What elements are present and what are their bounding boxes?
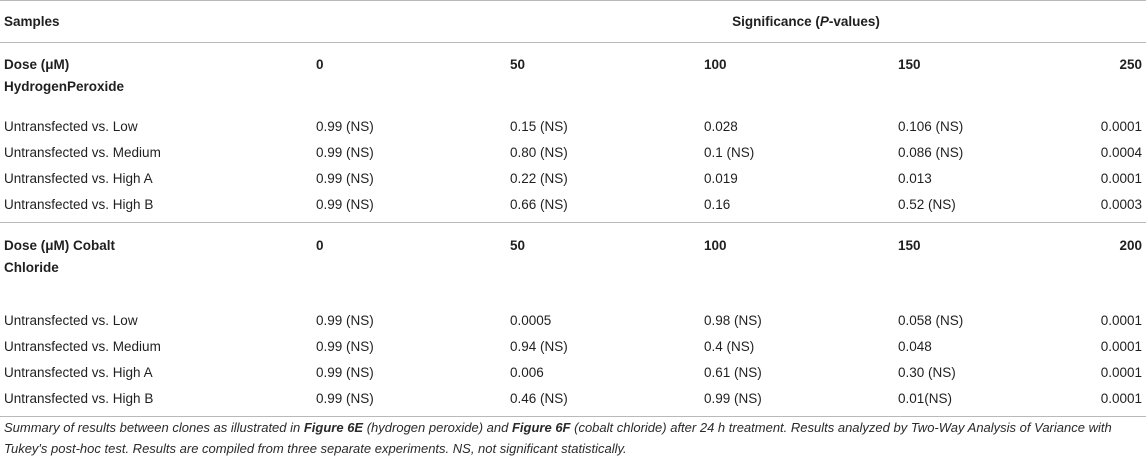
table-row	[0, 386, 1146, 417]
p-value-cell: 0.22 (NS)	[510, 170, 568, 186]
dose-header-row-hydrogen-peroxide	[0, 43, 1146, 114]
comparison-label: Untransfected vs. Low	[4, 313, 138, 328]
table-row	[0, 360, 1146, 386]
p-value-cell: 0.01(NS)	[898, 386, 1074, 417]
p-value-cell: 0.0003	[1100, 196, 1143, 212]
table-header-row	[0, 1, 1146, 43]
p-value-cell: 0.106 (NS)	[898, 118, 964, 134]
p-value-cell: 0.019	[704, 170, 738, 186]
dose-value: 150	[898, 57, 921, 72]
dose-value: 150	[898, 222, 1074, 308]
table-row	[0, 334, 1146, 360]
table-caption: Summary of results between clones as illustrated in Figure 6E (hydrogen peroxide) and Figure 6F (cobalt chloride) after 24 h treatment. Results analyzed by Two-Way Analysis of Variance with Tukey's post-hoc test. Results are compiled from three separate experiments. NS, not significant statistically.	[4, 420, 1112, 456]
figure-6e-reference: Figure 6E	[303, 420, 364, 435]
table-row	[0, 308, 1146, 334]
figure-6f-reference: Figure 6F	[511, 420, 571, 435]
p-value-cell: 0.94 (NS)	[510, 339, 568, 354]
p-value-cell: 0.99 (NS)	[316, 365, 374, 380]
p-value-cell: 0.98 (NS)	[704, 313, 762, 328]
p-value-cell: 0.61 (NS)	[704, 365, 762, 380]
dose-label: Dose (μM) Cobalt Chloride	[0, 222, 316, 308]
comparison-label: Untransfected vs. Low	[4, 118, 138, 134]
dose-value: 100	[704, 222, 898, 308]
p-value-cell: 0.99 (NS)	[704, 386, 898, 417]
p-value-cell: 0.0001	[1100, 313, 1143, 328]
dose-header-row-cobalt-chloride	[0, 222, 1146, 308]
comparison-label: Untransfected vs. High A	[4, 170, 153, 186]
p-value-cell: 0.1 (NS)	[704, 144, 755, 160]
p-value-cell: 0.0005	[510, 313, 552, 328]
p-value-cell: 0.0001	[1100, 118, 1143, 134]
comparison-label: Untransfected vs. Medium	[4, 144, 161, 160]
p-value-cell: 0.99 (NS)	[316, 170, 374, 186]
dose-value: 50	[510, 57, 526, 72]
comparison-label: Untransfected vs. High A	[4, 365, 153, 380]
p-value-cell: 0.028	[704, 118, 738, 134]
comparison-label: Untransfected vs. Medium	[4, 339, 161, 354]
p-value-cell: 0.086 (NS)	[898, 144, 964, 160]
p-value-cell: 0.0004	[1100, 144, 1143, 160]
p-value-cell: 0.013	[898, 170, 932, 186]
p-value-cell: 0.0001	[1100, 339, 1143, 354]
p-value-cell: 0.66 (NS)	[510, 196, 568, 212]
p-value-cell: 0.99 (NS)	[316, 386, 510, 417]
p-value-cell: 0.99 (NS)	[316, 118, 374, 134]
p-value-cell: 0.4 (NS)	[704, 339, 755, 354]
dose-value: 100	[704, 57, 727, 72]
p-value-cell: 0.99 (NS)	[316, 144, 374, 160]
p-value-cell: 0.0001	[1100, 365, 1143, 380]
p-value-cell: 0.52 (NS)	[898, 196, 956, 212]
p-value-cell: 0.058 (NS)	[898, 313, 964, 328]
dose-value: 50	[510, 222, 704, 308]
p-value-cell: 0.16	[704, 196, 731, 212]
p-value-cell: 0.99 (NS)	[316, 313, 374, 328]
dose-value: 200	[1074, 222, 1146, 308]
samples-header: Samples	[0, 1, 316, 43]
p-value-cell: 0.99 (NS)	[316, 196, 374, 212]
table-row	[0, 192, 1146, 223]
p-value-cell: 0.0001	[1100, 170, 1143, 186]
comparison-label: Untransfected vs. High B	[0, 386, 316, 417]
comparison-label: Untransfected vs. High B	[4, 196, 154, 212]
table-row	[0, 140, 1146, 166]
table-row	[0, 114, 1146, 140]
p-value-cell: 0.99 (NS)	[316, 339, 374, 354]
table-row	[0, 166, 1146, 192]
dose-value: 0	[316, 57, 324, 72]
p-value-cell: 0.80 (NS)	[510, 144, 568, 160]
p-value-cell: 0.006	[510, 365, 544, 380]
p-value-cell: 0.46 (NS)	[510, 386, 704, 417]
dose-value: 0	[316, 222, 510, 308]
significance-header: Significance (P-values)	[316, 1, 1146, 43]
dose-label: Dose (μM) HydrogenPeroxide	[4, 57, 125, 94]
p-value-cell: 0.15 (NS)	[510, 118, 568, 134]
dose-value: 250	[1119, 57, 1143, 72]
p-value-cell: 0.048	[898, 339, 932, 354]
p-value-cell: 0.30 (NS)	[898, 365, 956, 380]
p-value-cell: 0.0001	[1074, 386, 1146, 417]
